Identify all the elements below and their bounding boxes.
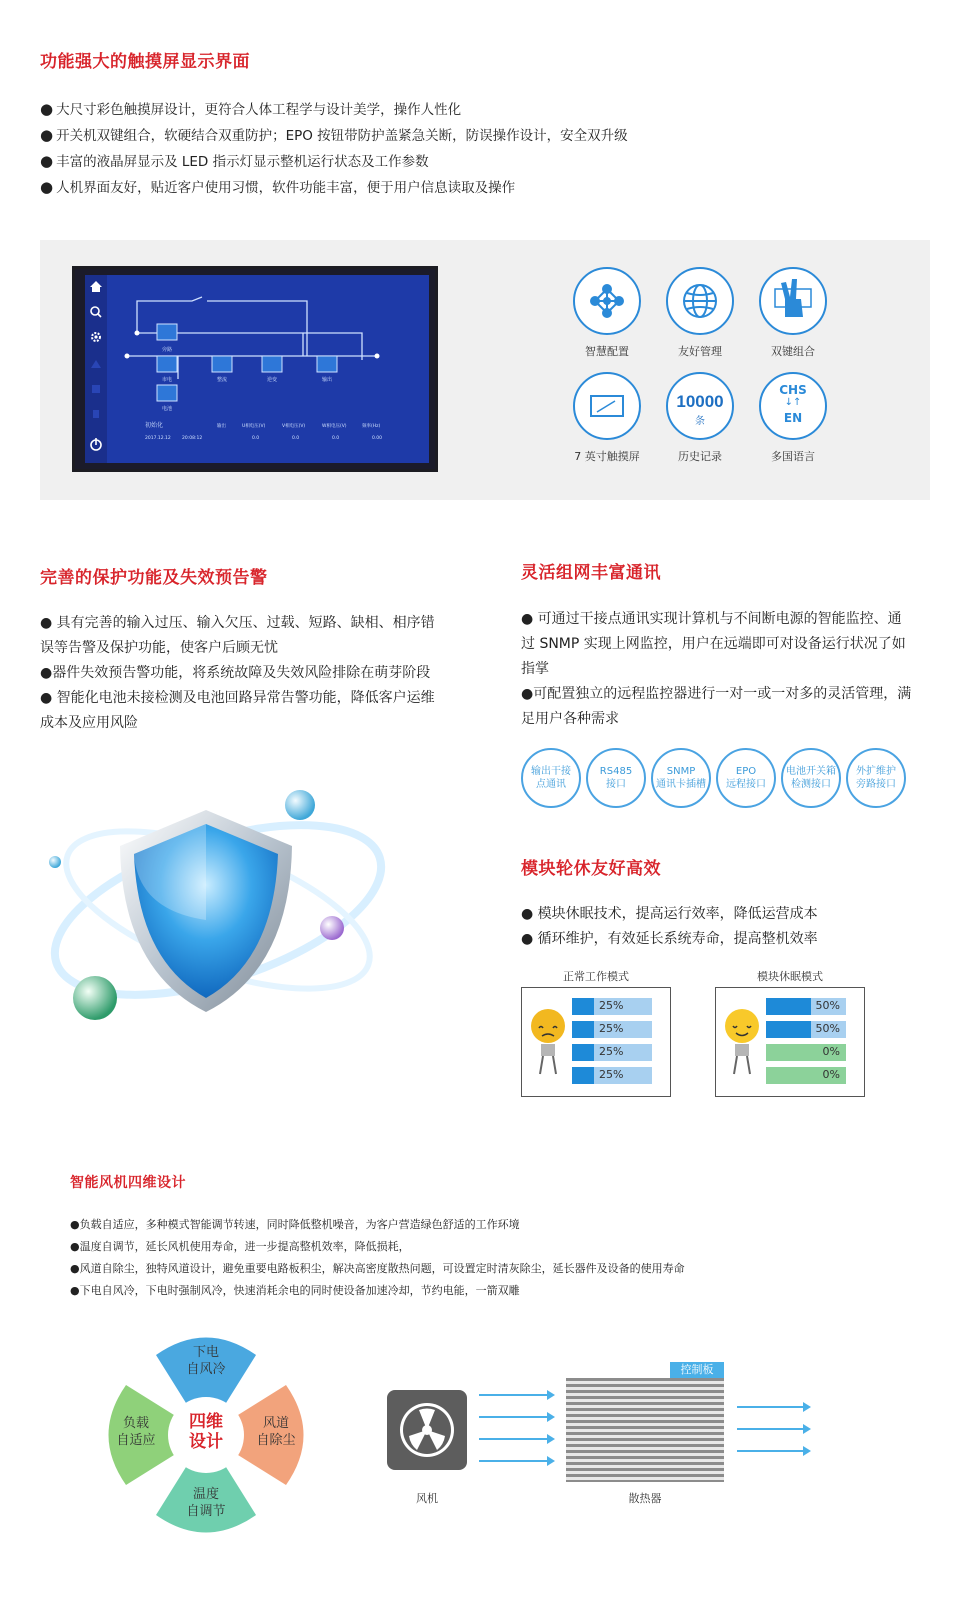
gear-icon: [92, 333, 100, 341]
bullet-item: ● 智能化电池未接检测及电池回路异常告警功能，降低客户运维成本及应用风险: [40, 690, 435, 731]
networking-bullets: [521, 607, 913, 732]
user-icon: [93, 410, 99, 418]
bullet-item: ● 开关机双键组合，软硬结合双重防护；EPO 按钮带防护盖紧急关断，防误操作设计，安全双升级: [40, 126, 628, 144]
heatsink: [566, 1378, 724, 1482]
section-title-networking: 灵活组网丰富通讯: [521, 563, 661, 583]
table-col: V相电压(V): [282, 424, 306, 429]
section-title-fan: 智能风机四维设计: [70, 1175, 186, 1191]
airflow-arrow: [737, 1406, 805, 1408]
history-count: 10000: [676, 392, 724, 411]
heatsink-label: 散热器: [628, 1492, 662, 1505]
bullet-item: ●负载自适应，多种模式智能调节转速，同时降低整机噪音，为客户营造绿色舒适的工作环境: [70, 1218, 520, 1231]
normal-mode-title: 正常工作模式: [563, 970, 629, 983]
module-load-bar: 50%: [766, 1021, 846, 1038]
mains-label: 市电: [161, 377, 173, 383]
interface-battery-box: 电池开关箱 检测接口: [781, 748, 841, 808]
language-icon: [759, 372, 827, 440]
feature-label: 智慧配置: [585, 345, 629, 358]
table-val: 0.0: [252, 436, 260, 441]
search-icon: [91, 307, 99, 315]
module-load-bar: 25%: [572, 998, 652, 1015]
module-load-bar: 50%: [766, 998, 846, 1015]
status-time: 20:08:12: [182, 436, 203, 441]
airflow-arrow: [479, 1460, 549, 1462]
feature-label: 双键组合: [771, 345, 815, 358]
section-title-protection: 完善的保护功能及失效预告警: [40, 568, 268, 588]
bullet-item: ● 大尺寸彩色触摸屏设计，更符合人体工程学与设计美学，操作人性化: [40, 100, 462, 118]
battery-label: 电池: [161, 406, 173, 412]
fan-unit: [387, 1390, 467, 1470]
feature-label: 多国语言: [771, 450, 815, 463]
bypass-label: 旁路: [161, 347, 173, 353]
bullet-item: ●器件失效预告警功能，将系统故障及失效风险排除在萌芽阶段: [40, 665, 431, 681]
output-label: 输出: [321, 377, 333, 383]
home-icon: [90, 281, 102, 292]
feature-friendly-management: [665, 267, 735, 359]
bullet-item: ●下电自风冷，下电时强制风冷，快速消耗余电的同时使设备加速冷却，节约电能，一箭双雕: [70, 1284, 520, 1297]
module-load-bar: 0%: [766, 1044, 846, 1061]
interface-dry-contact: 输出干接 点通讯: [521, 748, 581, 808]
airflow-arrow: [479, 1394, 549, 1396]
sleep-mode-panel: [715, 987, 865, 1097]
protection-bullets: [40, 611, 440, 736]
bullet-item: ● 人机界面友好，贴近客户使用习惯，软件功能丰富，便于用户信息读取及操作: [40, 178, 516, 196]
lang-en: EN: [783, 411, 803, 425]
shield-illustration: [38, 780, 398, 1050]
screen-sidebar: [85, 275, 107, 463]
table-val: 0.0: [332, 436, 340, 441]
touchscreen-icon: [575, 374, 639, 438]
interface-bypass: 外扩维护 旁路接口: [846, 748, 906, 808]
feature-touchscreen: [572, 372, 642, 464]
power-flow-diagram: [107, 275, 429, 463]
bullet-item: ● 模块休眠技术，提高运行效率，降低运营成本: [521, 906, 818, 922]
bullet-item: ●风道自除尘，独特风道设计，避免重要电路板积尘，解决高密度散热问题，可设置定时清灰除尘，延长器件及设备的使用寿命: [70, 1262, 685, 1275]
network-molecule-icon: [575, 269, 639, 333]
module-load-bar: 25%: [572, 1021, 652, 1038]
screen-display: [85, 275, 429, 463]
status-date: 2017.12.12: [145, 436, 171, 441]
control-board-label: 控制板: [670, 1362, 724, 1378]
bright-bulb-icon: [722, 1006, 762, 1086]
airflow-arrow: [737, 1450, 805, 1452]
petal-left-label: 负载 自适应: [116, 1416, 156, 1448]
module-load-bar: 25%: [572, 1067, 652, 1084]
table-col: U相电压(V): [242, 424, 266, 429]
interface-snmp: SNMP 通讯卡插槽: [651, 748, 711, 808]
touchscreen-bullets: [40, 97, 628, 201]
feature-label: 友好管理: [678, 345, 722, 358]
interface-rs485: RS485 接口: [586, 748, 646, 808]
feature-history: [665, 372, 735, 464]
feature-dual-key: [758, 267, 828, 359]
bullet-item: ●可配置独立的远程监控器进行一对一或一对多的灵活管理，满足用户各种需求: [521, 686, 912, 727]
table-val: 0.00: [372, 436, 383, 441]
touchscreen-image: [72, 266, 438, 472]
module-load-bar: 0%: [766, 1067, 846, 1084]
center-label: 四维 设计: [189, 1412, 223, 1452]
status-title: 初始化: [145, 422, 164, 429]
bullet-item: ● 具有完善的输入过压、输入欠压、过载、短路、缺相、相序错误等告警及保护功能，使客户后顾无忧: [40, 615, 435, 656]
fan-icon: [387, 1390, 467, 1470]
log-icon: [92, 385, 100, 393]
history-icon: [666, 372, 734, 440]
sleep-mode-title: 模块休眠模式: [757, 970, 823, 983]
bullet-item: ● 丰富的液晶屏显示及 LED 指示灯显示整机运行状态及工作参数: [40, 152, 429, 170]
feature-label: 历史记录: [678, 450, 722, 463]
bullet-item: ● 循环维护，有效延长系统寿命，提高整机效率: [521, 931, 818, 947]
table-col: 输出: [217, 424, 226, 429]
hand-icon: [761, 269, 825, 333]
table-val: 0.0: [292, 436, 300, 441]
petal-right-label: 风道 自除尘: [256, 1416, 296, 1448]
section-title-module-rotation: 模块轮休友好高效: [521, 859, 661, 879]
history-unit: 条: [695, 416, 705, 427]
swap-arrows-icon: ↓↑: [784, 397, 802, 408]
petal-top-label: 下电 自风冷: [186, 1345, 226, 1377]
rectifier-label: 整流: [216, 377, 228, 383]
lang-chs: CHS: [779, 383, 807, 397]
feature-language: [758, 372, 828, 464]
feature-smart-config: [572, 267, 642, 359]
airflow-arrow: [479, 1438, 549, 1440]
bullet-item: ●温度自调节，延长风机使用寿命，进一步提高整机效率，降低损耗，: [70, 1240, 410, 1253]
table-col: 频率(Hz): [362, 424, 381, 429]
section-title-touchscreen: 功能强大的触摸屏显示界面: [40, 52, 250, 72]
table-col: W相电压(V): [322, 424, 347, 429]
inverter-label: 逆变: [266, 377, 278, 383]
petal-bottom-label: 温度 自调节: [186, 1487, 226, 1519]
fan-bullets: [70, 1214, 810, 1302]
module-bullets: [521, 902, 913, 952]
airflow-arrow: [737, 1428, 805, 1430]
dim-bulb-icon: [528, 1006, 568, 1086]
globe-icon: [668, 269, 732, 333]
module-load-bar: 25%: [572, 1044, 652, 1061]
alarm-icon: [91, 360, 101, 368]
bullet-item: ● 可通过干接点通讯实现计算机与不间断电源的智能监控、通过 SNMP 实现上网监控，用户在远端即可对设备运行状况了如指掌: [521, 611, 906, 677]
interface-epo: EPO 远程接口: [716, 748, 776, 808]
fan-label: 风机: [416, 1492, 438, 1505]
normal-mode-panel: [521, 987, 671, 1097]
feature-label: 7 英寸触摸屏: [574, 450, 640, 463]
airflow-arrow: [479, 1416, 549, 1418]
